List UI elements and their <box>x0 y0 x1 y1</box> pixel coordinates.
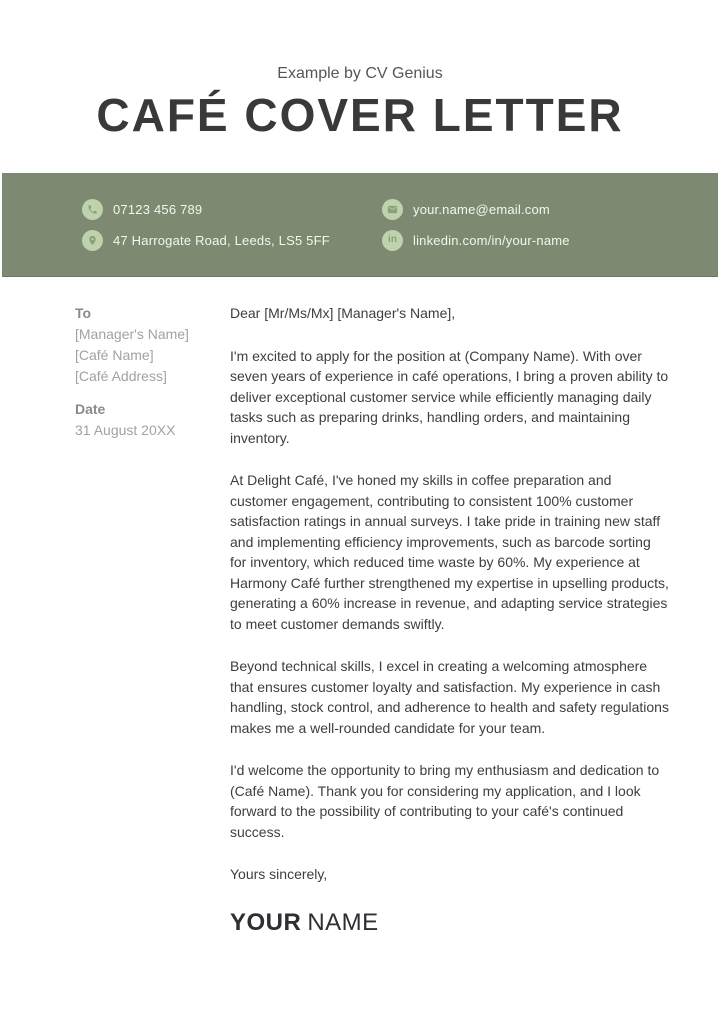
contact-linkedin-row <box>382 230 570 251</box>
letter-body <box>230 303 670 937</box>
phone-icon <box>82 199 103 220</box>
page-title: CAFÉ COVER LETTER <box>96 89 624 141</box>
salutation: Dear [Mr/Ms/Mx] [Manager's Name], <box>230 305 456 321</box>
signature <box>230 909 670 937</box>
signature-last-name: NAME <box>307 908 379 936</box>
to-label: To <box>75 305 92 321</box>
letter-content <box>0 303 720 937</box>
contact-email-row <box>382 199 570 220</box>
closing: Yours sincerely, <box>230 866 328 882</box>
date-label: Date <box>75 401 106 417</box>
contact-banner <box>2 173 718 277</box>
date-value: 31 August 20XX <box>75 422 176 438</box>
email-value: your.name@email.com <box>413 201 550 217</box>
location-pin-icon <box>82 230 103 251</box>
envelope-icon <box>382 199 403 220</box>
letter-paragraph: Beyond technical skills, I excel in creating a welcoming atmosphere that ensures customer loyalty and satisfaction. My experience in cash handling, stock control, and adherence to health and safety regulations makes me a well-rounded candidate for your team. <box>230 658 669 736</box>
signature-first-name: YOUR <box>230 908 302 936</box>
contact-column-left <box>82 199 382 251</box>
recipient-manager-name: [Manager's Name] <box>75 326 189 342</box>
linkedin-value: linkedin.com/in/your-name <box>413 232 570 248</box>
linkedin-icon: in <box>382 230 403 251</box>
recipient-column <box>75 303 230 937</box>
recipient-cafe-address: [Café Address] <box>75 368 167 384</box>
contact-column-right <box>382 199 570 251</box>
recipient-cafe-name: [Café Name] <box>75 347 154 363</box>
tagline: Example by CV Genius <box>277 65 443 82</box>
letter-paragraph: I'd welcome the opportunity to bring my enthusiasm and dedication to (Café Name). Thank you for considering my application, and I look forward to the possibility of contributing to your café's continued success. <box>230 762 660 840</box>
date-block <box>75 399 230 441</box>
address-value: 47 Harrogate Road, Leeds, LS5 5FF <box>113 232 330 248</box>
letter-paragraph: I'm excited to apply for the position at (Company Name). With over seven years of experience in café operations, I bring a proven ability to deliver exceptional customer service while efficiently managing daily tasks such as preparing drinks, handling orders, and maintaining inventory. <box>230 347 669 446</box>
document-header <box>0 0 720 143</box>
letter-paragraph: At Delight Café, I've honed my skills in coffee preparation and customer engagement, contributing to consistent 100% customer satisfaction ratings in annual surveys. I take pride in training new staff and implementing efficiency improvements, such as barcode sorting for inventory, which reduced time waste by 60%. My experience at Harmony Café further strengthened my expertise in upselling products, generating a 60% increase in revenue, and adapting service strategies to meet customer demands swiftly. <box>230 472 669 632</box>
contact-phone-row <box>82 199 382 220</box>
contact-address-row <box>82 230 382 251</box>
phone-value: 07123 456 789 <box>113 201 203 217</box>
